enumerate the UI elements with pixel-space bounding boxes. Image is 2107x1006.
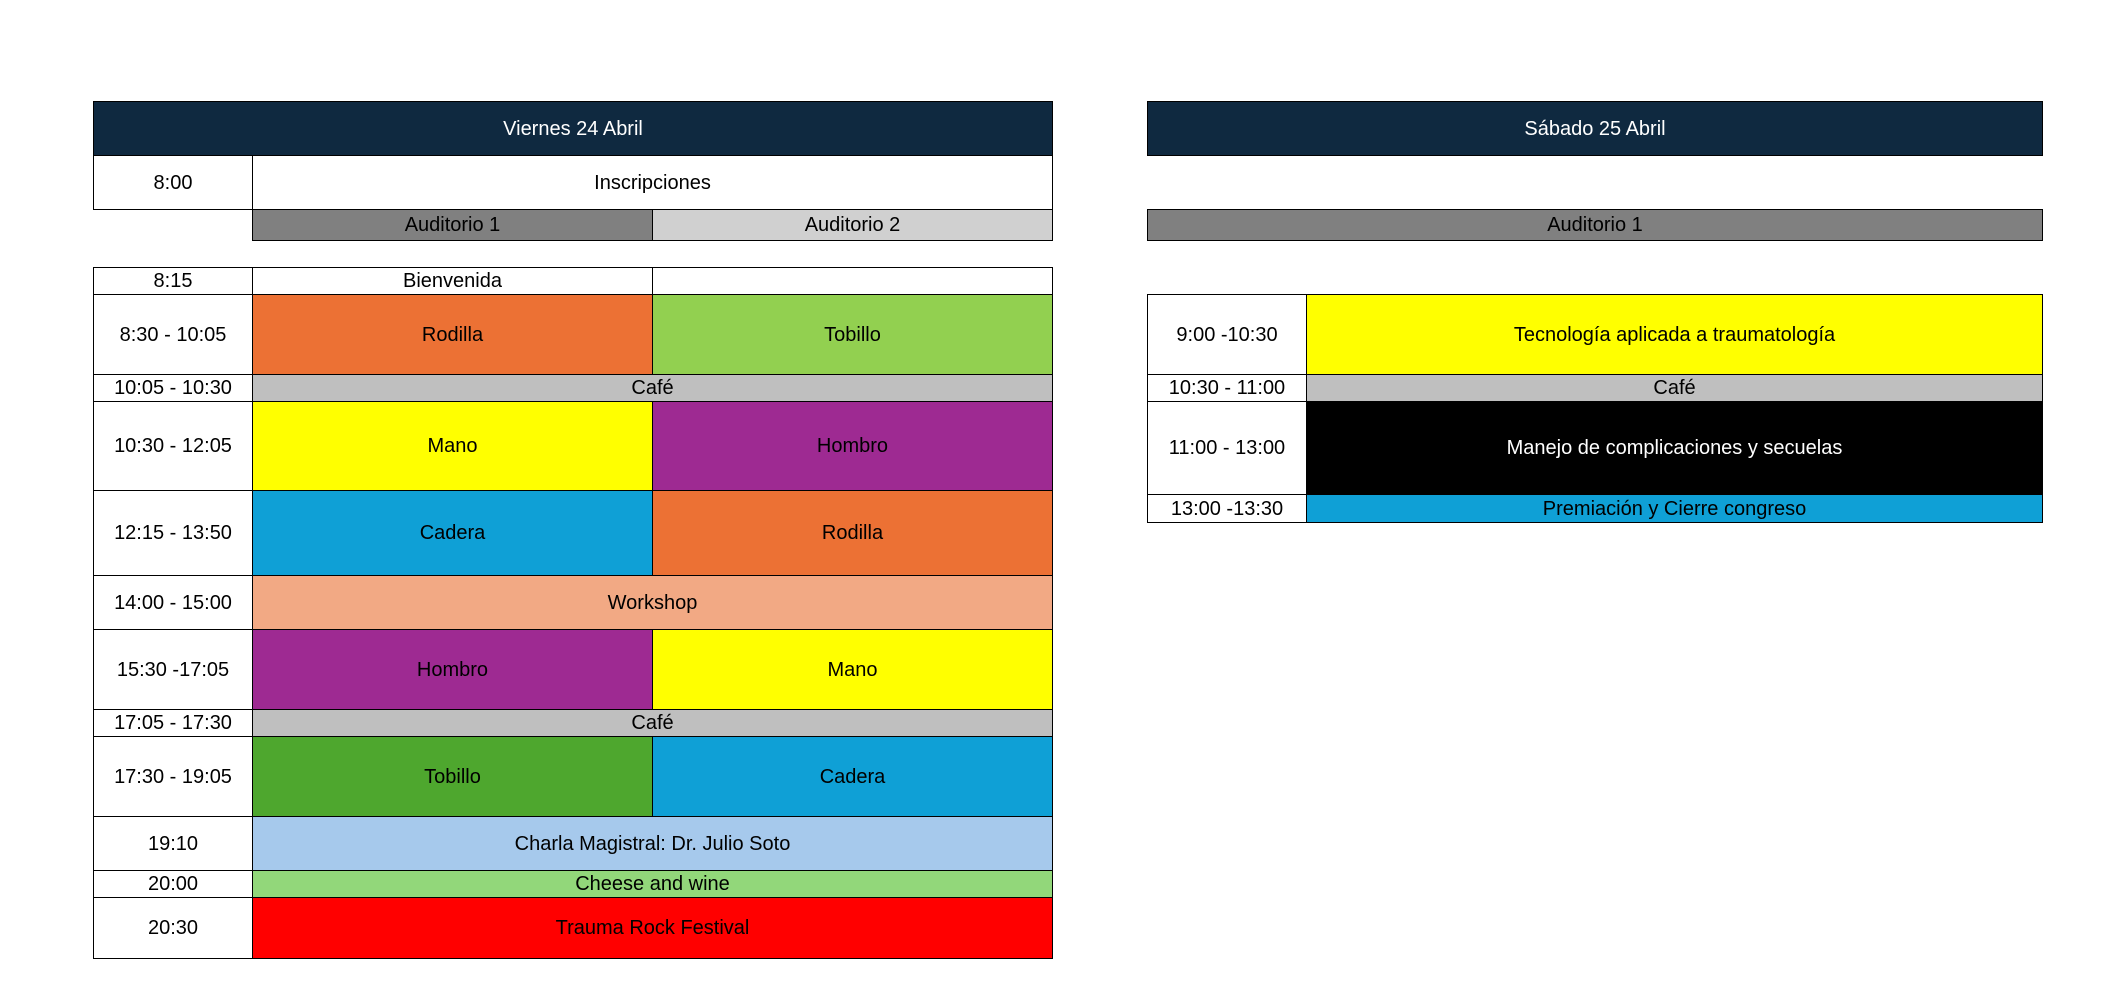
friday-session: Cadera bbox=[652, 736, 1053, 817]
friday-row-time: 17:30 - 19:05 bbox=[93, 736, 253, 817]
friday-row-time: 15:30 -17:05 bbox=[93, 629, 253, 710]
friday-session: Rodilla bbox=[252, 294, 653, 375]
friday-session: Café bbox=[252, 709, 1053, 737]
friday-session: Tobillo bbox=[252, 736, 653, 817]
friday-session: Charla Magistral: Dr. Julio Soto bbox=[252, 816, 1053, 871]
friday-row-time: 10:05 - 10:30 bbox=[93, 374, 253, 402]
friday-row-time: 17:05 - 17:30 bbox=[93, 709, 253, 737]
saturday-session: Manejo de complicaciones y secuelas bbox=[1306, 401, 2043, 495]
friday-session: Café bbox=[252, 374, 1053, 402]
saturday-row-time: 13:00 -13:30 bbox=[1147, 494, 1307, 523]
friday-row-time: 20:30 bbox=[93, 897, 253, 959]
friday-header bbox=[93, 101, 1053, 156]
friday-row-time: 12:15 - 13:50 bbox=[93, 490, 253, 576]
friday-session: Mano bbox=[252, 401, 653, 491]
saturday-header bbox=[1147, 101, 2043, 156]
friday-session: Bienvenida bbox=[252, 267, 653, 295]
friday-session bbox=[652, 267, 1053, 295]
saturday-auditorio-1-header: Auditorio 1 bbox=[1147, 209, 2043, 241]
friday-session: Workshop bbox=[252, 575, 1053, 630]
friday-row-time: 8:30 - 10:05 bbox=[93, 294, 253, 375]
auditorio-2-header: Auditorio 2 bbox=[652, 209, 1053, 241]
saturday-session: Café bbox=[1306, 374, 2043, 402]
friday-session: Hombro bbox=[652, 401, 1053, 491]
friday-session: Tobillo bbox=[652, 294, 1053, 375]
saturday-session: Premiación y Cierre congreso bbox=[1306, 494, 2043, 523]
friday-row-time: 19:10 bbox=[93, 816, 253, 871]
friday-row-time: 14:00 - 15:00 bbox=[93, 575, 253, 630]
registration-label: Inscripciones bbox=[252, 155, 1053, 210]
friday-session: Mano bbox=[652, 629, 1053, 710]
saturday-title: Sábado 25 Abril bbox=[1524, 117, 1666, 140]
saturday-row-time: 11:00 - 13:00 bbox=[1147, 401, 1307, 495]
auditorio-1-header: Auditorio 1 bbox=[252, 209, 653, 241]
saturday-session: Tecnología aplicada a traumatología bbox=[1306, 294, 2043, 375]
friday-row-time: 20:00 bbox=[93, 870, 253, 898]
friday-session: Cheese and wine bbox=[252, 870, 1053, 898]
saturday-row-time: 9:00 -10:30 bbox=[1147, 294, 1307, 375]
friday-session: Rodilla bbox=[652, 490, 1053, 576]
friday-title: Viernes 24 Abril bbox=[503, 117, 643, 140]
friday-session: Cadera bbox=[252, 490, 653, 576]
friday-row-time: 8:15 bbox=[93, 267, 253, 295]
saturday-row-time: 10:30 - 11:00 bbox=[1147, 374, 1307, 402]
friday-session: Trauma Rock Festival bbox=[252, 897, 1053, 959]
friday-session: Hombro bbox=[252, 629, 653, 710]
friday-row-time: 10:30 - 12:05 bbox=[93, 401, 253, 491]
registration-time: 8:00 bbox=[93, 155, 253, 210]
